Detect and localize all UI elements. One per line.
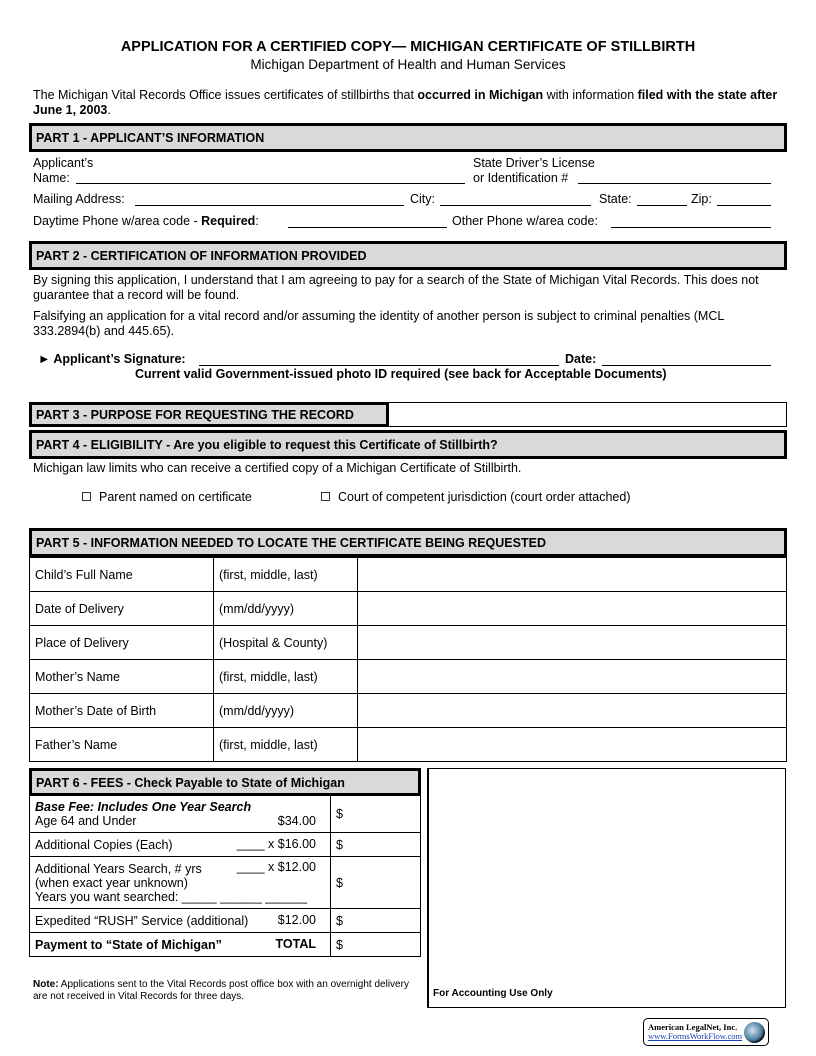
row-hint: (first, middle, last) [214,558,358,592]
other-phone-field[interactable] [611,216,771,228]
row-label: Mother’s Date of Birth [30,694,214,728]
row-input[interactable] [358,728,787,762]
accounting-box [427,768,786,1008]
part2-header: PART 2 - CERTIFICATION OF INFORMATION PROVIDED [29,241,787,270]
rush-amount[interactable]: $ [331,909,421,933]
table-row [30,592,787,626]
row-label: Child’s Full Name [30,558,214,592]
part5-header: PART 5 - INFORMATION NEEDED TO LOCATE THE CERTIFICATE BEING REQUESTED [29,528,787,557]
row-hint: (mm/dd/yyyy) [214,694,358,728]
row-input[interactable] [358,694,787,728]
form-subtitle: Michigan Department of Health and Human Services [250,57,566,72]
row-input[interactable] [358,660,787,694]
applicant-name-label: Applicant’s Name: [33,156,94,185]
purpose-field[interactable] [386,402,787,427]
checkbox[interactable] [321,492,330,501]
row-hint: (mm/dd/yyyy) [214,592,358,626]
checkbox[interactable] [82,492,91,501]
form-title: APPLICATION FOR A CERTIFIED COPY— MICHIGAN CERTIFICATE OF STILLBIRTH [120,39,696,55]
part6-header: PART 6 - FEES - Check Payable to State of Michigan [29,768,421,796]
row-input[interactable] [358,626,787,660]
row-hint: (first, middle, last) [214,728,358,762]
copies-amount[interactable]: $ [331,833,421,857]
years-amount[interactable]: $ [331,857,421,909]
id-required-note: Current valid Government-issued photo ID required (see back for Acceptable Documents) [135,367,667,381]
part2-text-2: Falsifying an application for a vital record and/or assuming the identity of another person is subject to criminal penalties (MCL 333.2894(b) and 445.65). [33,309,724,338]
row-label: Place of Delivery [30,626,214,660]
zip-field[interactable] [717,194,771,206]
accounting-label: For Accounting Use Only [433,988,553,999]
signature-field[interactable] [199,354,559,366]
american-legalnet-logo[interactable]: American LegalNet, Inc. www.FormsWorkFlow.com [643,1018,769,1046]
date-field[interactable] [602,354,771,366]
table-row [30,660,787,694]
part4-text: Michigan law limits who can receive a certified copy of a Michigan Certificate of Stillbirth. [33,461,522,475]
state-field[interactable] [637,194,687,206]
row-input[interactable] [358,558,787,592]
part3-header: PART 3 - PURPOSE FOR REQUESTING THE RECORD [29,402,389,427]
row-label: Mother’s Name [30,660,214,694]
locate-table [29,557,787,762]
table-row [30,694,787,728]
zip-label: Zip: [691,192,712,206]
applicant-name-field[interactable] [76,172,465,184]
intro-text: The Michigan Vital Records Office issues certificates of stillbirths that occurred in Michigan with information filed with the state after June 1, 2003. [33,88,778,117]
table-row [30,728,787,762]
city-field[interactable] [440,194,591,206]
fees-table: Base Fee: Includes One Year Search Age 64 and Under $34.00 $ Additional Copies (Each) ____ x $16.00 $ Additional Years Search, # yrs ____ x $12.00 (when exact year unknown) Years you want searched: _____ ______ ______ $ Expedited “RUSH” Service (additional) $12.00 $ Payment to “State of Michigan” TOTAL $ [29,795,421,957]
daytime-phone-field[interactable] [288,216,447,228]
note-text: Note: Applications sent to the Vital Records post office box with an overnight delivery are not received in Vital Records for three days. [33,979,409,1002]
mailing-label: Mailing Address: [33,192,125,206]
row-hint: (Hospital & County) [214,626,358,660]
other-phone-label: Other Phone w/area code: [452,214,598,228]
table-row [30,626,787,660]
city-label: City: [410,192,435,206]
option-court[interactable]: Court of competent jurisdiction (court order attached) [321,490,631,504]
mailing-address-field[interactable] [135,194,404,206]
part1-header: PART 1 - APPLICANT’S INFORMATION [29,123,787,152]
row-hint: (first, middle, last) [214,660,358,694]
id-number-field[interactable] [578,172,771,184]
row-label: Father’s Name [30,728,214,762]
row-label: Date of Delivery [30,592,214,626]
globe-icon [744,1022,765,1043]
signature-label: ► Applicant’s Signature: [38,352,186,366]
row-input[interactable] [358,592,787,626]
total-amount[interactable]: $ [331,933,421,957]
table-row [30,558,787,592]
option-parent[interactable]: Parent named on certificate [82,490,252,504]
part2-text-1: By signing this application, I understand that I am agreeing to pay for a search of the State of Michigan Vital Records. This does not guarantee that a record will be found. [33,273,759,302]
phone-label: Daytime Phone w/area code - Required: [33,214,259,228]
id-label: State Driver’s License or Identification # [473,156,595,185]
date-label: Date: [565,352,597,366]
state-label: State: [599,192,632,206]
part4-header: PART 4 - ELIGIBILITY - Are you eligible to request this Certificate of Stillbirth? [29,430,787,459]
